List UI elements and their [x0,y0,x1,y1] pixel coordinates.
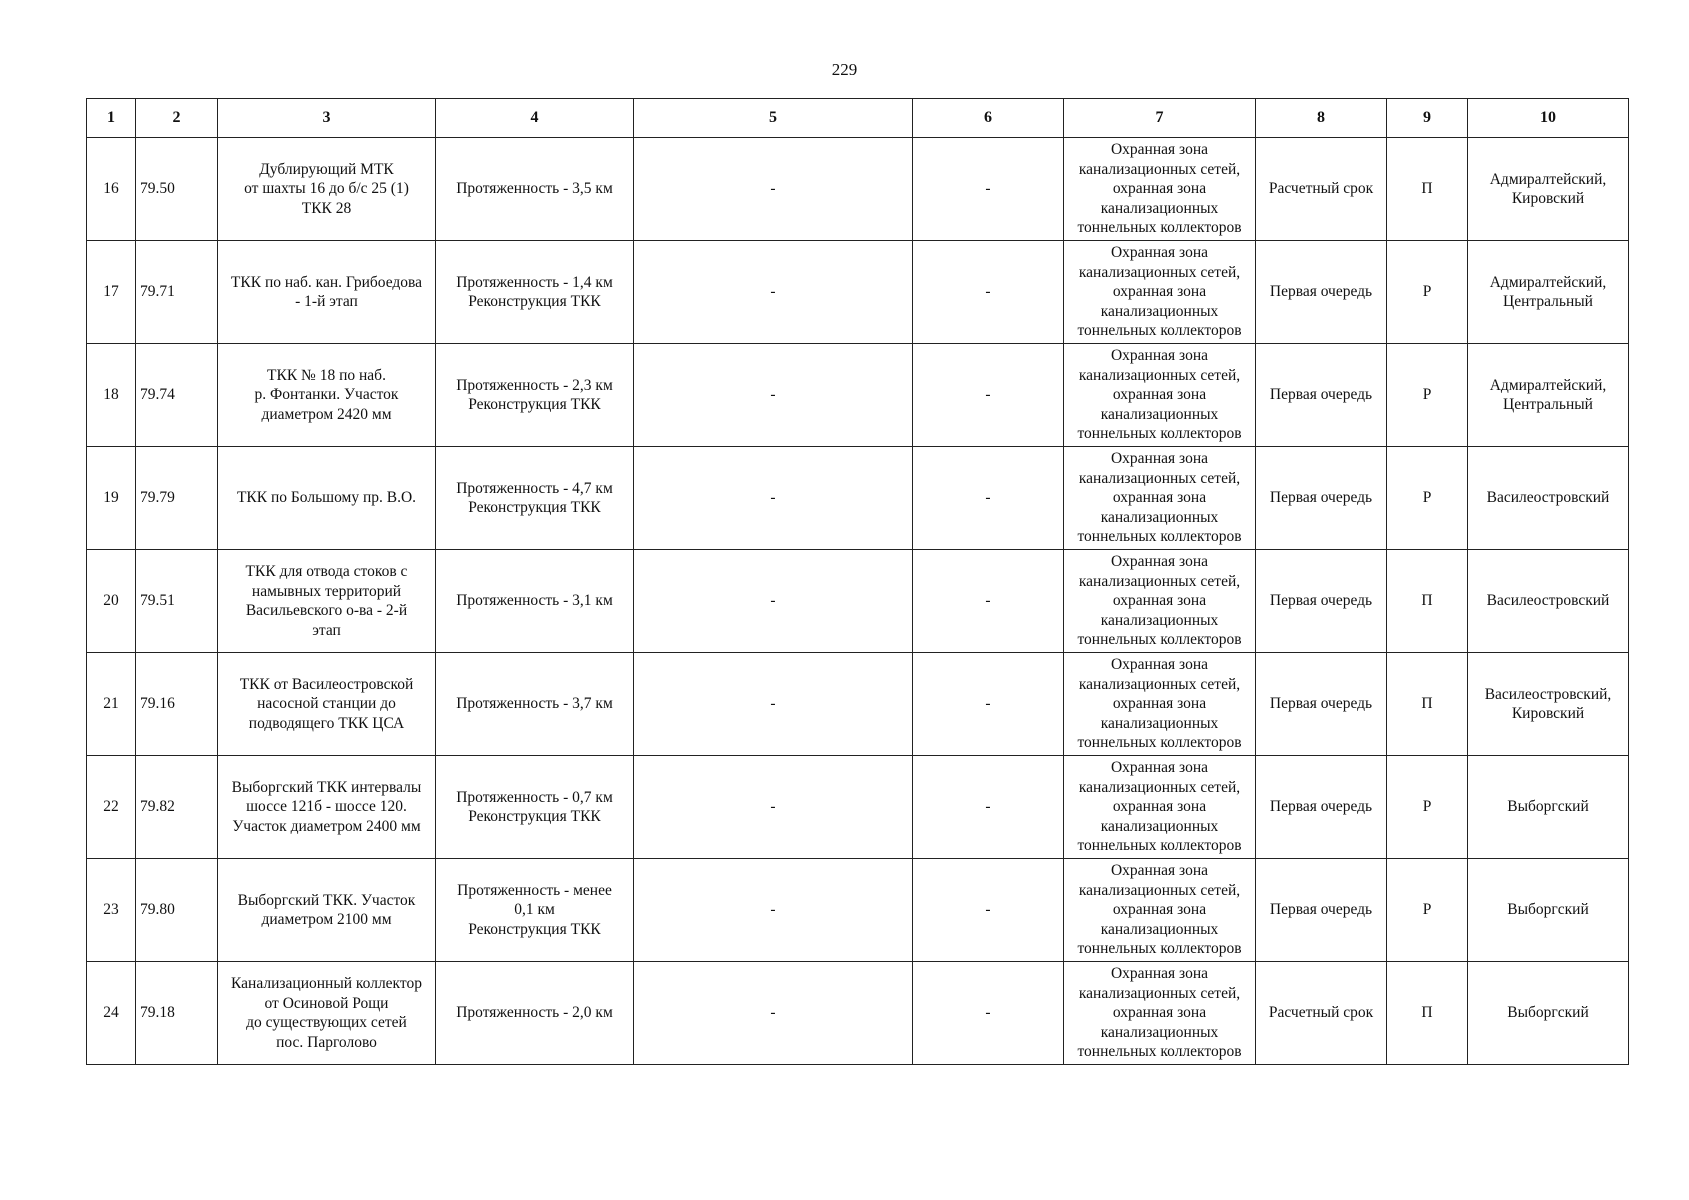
table-row [87,962,1629,1065]
district-name: Выборгский [1468,756,1629,859]
object-code: 79.74 [136,344,218,447]
protection-zone: Охранная зона канализационных сетей, охранная зона канализационных тоннельных коллекторов [1064,138,1256,241]
object-code: 79.50 [136,138,218,241]
object-name: ТКК по Большому пр. В.О. [218,447,436,550]
implementation-term: Расчетный срок [1256,138,1387,241]
row-number: 18 [87,344,136,447]
column-header: 6 [913,99,1064,138]
column-6-value: - [913,550,1064,653]
page-number: 229 [831,60,858,79]
table-row [87,344,1629,447]
implementation-term: Первая очередь [1256,653,1387,756]
district-name: Василеостровский [1468,447,1629,550]
object-parameters: Протяженность - 3,5 км [436,138,634,241]
column-header: 3 [218,99,436,138]
column-6-value: - [913,344,1064,447]
object-parameters: Протяженность - 4,7 км Реконструкция ТКК [436,447,634,550]
status-code: П [1387,962,1468,1065]
column-6-value: - [913,138,1064,241]
district-name: Выборгский [1468,859,1629,962]
row-number: 19 [87,447,136,550]
object-name: ТКК № 18 по наб. р. Фонтанки. Участок диаметром 2420 мм [218,344,436,447]
column-5-value: - [634,859,913,962]
implementation-term: Расчетный срок [1256,962,1387,1065]
column-header: 7 [1064,99,1256,138]
object-parameters: Протяженность - 1,4 км Реконструкция ТКК [436,241,634,344]
implementation-term: Первая очередь [1256,241,1387,344]
status-code: Р [1387,241,1468,344]
object-name: Канализационный коллектор от Осиновой Рощи до существующих сетей пос. Парголово [218,962,436,1065]
row-number: 21 [87,653,136,756]
status-code: Р [1387,447,1468,550]
column-header: 1 [87,99,136,138]
status-code: Р [1387,756,1468,859]
column-header: 10 [1468,99,1629,138]
table-row [87,859,1629,962]
object-name: ТКК для отвода стоков с намывных территорий Васильевского о-ва - 2-й этап [218,550,436,653]
column-header: 5 [634,99,913,138]
row-number: 16 [87,138,136,241]
row-number: 24 [87,962,136,1065]
column-6-value: - [913,859,1064,962]
object-code: 79.16 [136,653,218,756]
protection-zone: Охранная зона канализационных сетей, охранная зона канализационных тоннельных коллекторов [1064,550,1256,653]
status-code: П [1387,550,1468,653]
column-header: 2 [136,99,218,138]
object-code: 79.51 [136,550,218,653]
object-parameters: Протяженность - 3,1 км [436,550,634,653]
column-6-value: - [913,653,1064,756]
district-name: Адмиралтейский, Центральный [1468,241,1629,344]
row-number: 20 [87,550,136,653]
column-header: 8 [1256,99,1387,138]
object-name: Выборгский ТКК. Участок диаметром 2100 мм [218,859,436,962]
object-code: 79.79 [136,447,218,550]
protection-zone: Охранная зона канализационных сетей, охранная зона канализационных тоннельных коллекторов [1064,653,1256,756]
table-row [87,653,1629,756]
column-5-value: - [634,756,913,859]
district-name: Василеостровский [1468,550,1629,653]
row-number: 17 [87,241,136,344]
status-code: Р [1387,344,1468,447]
object-parameters: Протяженность - 3,7 км [436,653,634,756]
table-row [87,756,1629,859]
object-code: 79.80 [136,859,218,962]
protection-zone: Охранная зона канализационных сетей, охранная зона канализационных тоннельных коллекторов [1064,859,1256,962]
column-6-value: - [913,241,1064,344]
row-number: 22 [87,756,136,859]
object-code: 79.71 [136,241,218,344]
column-5-value: - [634,138,913,241]
data-table [86,98,1629,1065]
object-parameters: Протяженность - 0,7 км Реконструкция ТКК [436,756,634,859]
implementation-term: Первая очередь [1256,344,1387,447]
column-header: 4 [436,99,634,138]
column-5-value: - [634,447,913,550]
column-5-value: - [634,550,913,653]
district-name: Выборгский [1468,962,1629,1065]
object-name: Выборгский ТКК интервалы шоссе 121б - шоссе 120. Участок диаметром 2400 мм [218,756,436,859]
column-header: 9 [1387,99,1468,138]
protection-zone: Охранная зона канализационных сетей, охранная зона канализационных тоннельных коллекторов [1064,447,1256,550]
object-parameters: Протяженность - менее 0,1 км Реконструкция ТКК [436,859,634,962]
implementation-term: Первая очередь [1256,447,1387,550]
district-name: Василеостровский, Кировский [1468,653,1629,756]
protection-zone: Охранная зона канализационных сетей, охранная зона канализационных тоннельных коллекторов [1064,344,1256,447]
protection-zone: Охранная зона канализационных сетей, охранная зона канализационных тоннельных коллекторов [1064,241,1256,344]
table-row [87,138,1629,241]
object-name: ТКК по наб. кан. Грибоедова - 1-й этап [218,241,436,344]
district-name: Адмиралтейский, Центральный [1468,344,1629,447]
implementation-term: Первая очередь [1256,756,1387,859]
object-name: Дублирующий МТК от шахты 16 до б/с 25 (1) ТКК 28 [218,138,436,241]
implementation-term: Первая очередь [1256,550,1387,653]
row-number: 23 [87,859,136,962]
table-row [87,447,1629,550]
header-row [87,99,1629,138]
protection-zone: Охранная зона канализационных сетей, охранная зона канализационных тоннельных коллекторов [1064,962,1256,1065]
column-5-value: - [634,344,913,447]
object-code: 79.82 [136,756,218,859]
column-5-value: - [634,653,913,756]
column-6-value: - [913,756,1064,859]
object-code: 79.18 [136,962,218,1065]
object-parameters: Протяженность - 2,3 км Реконструкция ТКК [436,344,634,447]
protection-zone: Охранная зона канализационных сетей, охранная зона канализационных тоннельных коллекторов [1064,756,1256,859]
column-5-value: - [634,962,913,1065]
column-5-value: - [634,241,913,344]
status-code: П [1387,138,1468,241]
table-row [87,550,1629,653]
column-6-value: - [913,962,1064,1065]
status-code: Р [1387,859,1468,962]
district-name: Адмиралтейский, Кировский [1468,138,1629,241]
object-name: ТКК от Василеостровской насосной станции до подводящего ТКК ЦСА [218,653,436,756]
column-6-value: - [913,447,1064,550]
table-row [87,241,1629,344]
status-code: П [1387,653,1468,756]
object-parameters: Протяженность - 2,0 км [436,962,634,1065]
implementation-term: Первая очередь [1256,859,1387,962]
